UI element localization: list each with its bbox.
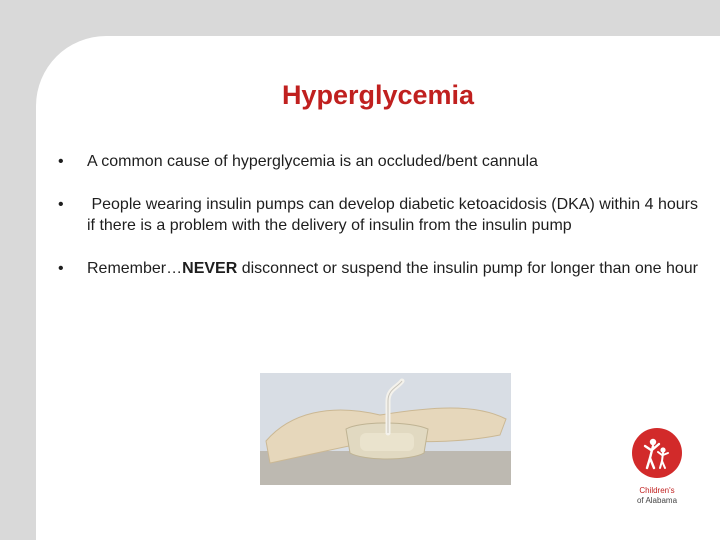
bullet-text-start: Remember… <box>87 260 183 277</box>
bullet-text: A common cause of hyperglycemia is an occluded/bent cannula <box>87 153 538 170</box>
slide-title: Hyperglycemia <box>281 80 475 110</box>
bullet-item <box>58 151 698 172</box>
logo-circle <box>632 428 682 478</box>
bullet-dot: • <box>58 153 64 170</box>
logo-wordmark <box>626 486 688 506</box>
bullet-list <box>58 151 703 301</box>
infusion-set-illustration <box>260 373 511 485</box>
bullet-item <box>58 194 703 236</box>
bullet-text-end: disconnect or suspend the insulin pump for longer than one hour <box>237 260 699 277</box>
logo-line-1: Children's <box>639 486 675 495</box>
children-figures-icon <box>632 428 682 478</box>
logo-line-2: of Alabama <box>636 496 678 505</box>
bullet-item <box>58 258 698 279</box>
bullet-dot: • <box>58 196 64 213</box>
bullet-emphasis: NEVER <box>182 260 238 277</box>
infusion-set-photo <box>260 373 511 485</box>
bullet-dot: • <box>58 260 64 277</box>
childrens-of-alabama-logo <box>626 428 688 518</box>
bullet-text: People wearing insulin pumps can develop diabetic ketoacidosis (DKA) within 4 hours if there is a problem with the delivery of insulin from the insulin pump <box>87 196 703 234</box>
